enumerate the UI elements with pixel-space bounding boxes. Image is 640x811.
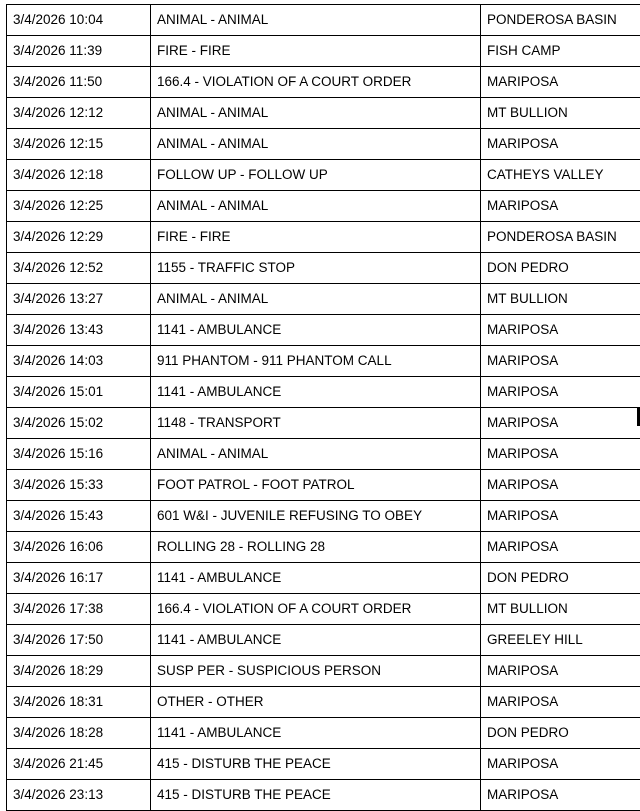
cell-location: MARIPOSA [481,501,640,532]
cell-location: MARIPOSA [481,749,640,780]
cell-call-type: FOOT PATROL - FOOT PATROL [151,470,481,501]
cell-datetime: 3/4/2026 16:17 [7,563,151,594]
cell-datetime: 3/4/2026 16:06 [7,532,151,563]
cell-datetime: 3/4/2026 17:50 [7,625,151,656]
cell-datetime: 3/4/2026 12:18 [7,160,151,191]
cell-datetime: 3/4/2026 18:29 [7,656,151,687]
call-log-body [7,5,640,811]
cell-call-type: ANIMAL - ANIMAL [151,98,481,129]
cell-datetime: 3/4/2026 12:29 [7,222,151,253]
cell-location: MARIPOSA [481,408,640,439]
cell-datetime: 3/4/2026 12:12 [7,98,151,129]
cell-location: MARIPOSA [481,129,640,160]
table-row [7,67,640,98]
cell-location: CATHEYS VALLEY [481,160,640,191]
cell-call-type: 415 - DISTURB THE PEACE [151,780,481,811]
table-row [7,532,640,563]
cell-location: MARIPOSA [481,377,640,408]
cell-call-type: FIRE - FIRE [151,222,481,253]
cell-location: DON PEDRO [481,253,640,284]
cell-location: MARIPOSA [481,780,640,811]
cell-datetime: 3/4/2026 13:43 [7,315,151,346]
cell-datetime: 3/4/2026 10:04 [7,5,151,36]
cell-datetime: 3/4/2026 18:31 [7,687,151,718]
table-row [7,656,640,687]
cell-datetime: 3/4/2026 17:38 [7,594,151,625]
cell-call-type: ANIMAL - ANIMAL [151,191,481,222]
cell-call-type: ANIMAL - ANIMAL [151,5,481,36]
table-row [7,36,640,67]
cell-datetime: 3/4/2026 15:43 [7,501,151,532]
table-row [7,346,640,377]
table-row [7,625,640,656]
table-row [7,408,640,439]
table-row [7,5,640,36]
table-row [7,129,640,160]
cell-call-type: 1148 - TRANSPORT [151,408,481,439]
table-row [7,718,640,749]
cell-call-type: 1141 - AMBULANCE [151,625,481,656]
cell-call-type: ROLLING 28 - ROLLING 28 [151,532,481,563]
cell-datetime: 3/4/2026 15:01 [7,377,151,408]
cell-datetime: 3/4/2026 18:28 [7,718,151,749]
cell-location: MARIPOSA [481,346,640,377]
cell-datetime: 3/4/2026 14:03 [7,346,151,377]
cell-call-type: 601 W&I - JUVENILE REFUSING TO OBEY [151,501,481,532]
cell-location: GREELEY HILL [481,625,640,656]
cell-datetime: 3/4/2026 12:25 [7,191,151,222]
cell-location: MARIPOSA [481,470,640,501]
table-row [7,501,640,532]
cell-location: MARIPOSA [481,687,640,718]
cell-location: MARIPOSA [481,191,640,222]
table-row [7,191,640,222]
table-row [7,315,640,346]
table-row [7,160,640,191]
cell-location: MARIPOSA [481,656,640,687]
table-row [7,594,640,625]
cell-location: MARIPOSA [481,67,640,98]
document-page [0,4,640,807]
cell-call-type: ANIMAL - ANIMAL [151,129,481,160]
cell-call-type: OTHER - OTHER [151,687,481,718]
cell-location: MT BULLION [481,284,640,315]
cell-call-type: 911 PHANTOM - 911 PHANTOM CALL [151,346,481,377]
cell-location: MT BULLION [481,98,640,129]
cell-datetime: 3/4/2026 23:13 [7,780,151,811]
cell-call-type: 166.4 - VIOLATION OF A COURT ORDER [151,67,481,98]
cell-call-type: 415 - DISTURB THE PEACE [151,749,481,780]
table-row [7,222,640,253]
table-row [7,563,640,594]
cell-call-type: ANIMAL - ANIMAL [151,284,481,315]
cell-call-type: 166.4 - VIOLATION OF A COURT ORDER [151,594,481,625]
cell-call-type: 1155 - TRAFFIC STOP [151,253,481,284]
table-row [7,253,640,284]
cell-call-type: 1141 - AMBULANCE [151,563,481,594]
cell-location: MT BULLION [481,594,640,625]
cell-datetime: 3/4/2026 12:52 [7,253,151,284]
table-row [7,98,640,129]
cell-location: DON PEDRO [481,718,640,749]
cell-datetime: 3/4/2026 15:33 [7,470,151,501]
cell-location: MARIPOSA [481,532,640,563]
cell-call-type: ANIMAL - ANIMAL [151,439,481,470]
table-row [7,377,640,408]
table-row [7,284,640,315]
cell-datetime: 3/4/2026 11:50 [7,67,151,98]
cell-datetime: 3/4/2026 15:16 [7,439,151,470]
cell-call-type: 1141 - AMBULANCE [151,718,481,749]
table-row [7,780,640,811]
cell-datetime: 3/4/2026 12:15 [7,129,151,160]
cell-location: PONDEROSA BASIN [481,222,640,253]
cell-call-type: FIRE - FIRE [151,36,481,67]
table-row [7,470,640,501]
cell-location: MARIPOSA [481,315,640,346]
cell-call-type: 1141 - AMBULANCE [151,377,481,408]
cell-datetime: 3/4/2026 13:27 [7,284,151,315]
cell-location: FISH CAMP [481,36,640,67]
table-row [7,439,640,470]
cell-datetime: 3/4/2026 11:39 [7,36,151,67]
cell-datetime: 3/4/2026 21:45 [7,749,151,780]
table-row [7,749,640,780]
cell-call-type: 1141 - AMBULANCE [151,315,481,346]
table-row [7,687,640,718]
cell-datetime: 3/4/2026 15:02 [7,408,151,439]
cell-call-type: SUSP PER - SUSPICIOUS PERSON [151,656,481,687]
cell-location: DON PEDRO [481,563,640,594]
cell-location: PONDEROSA BASIN [481,5,640,36]
cell-location: MARIPOSA [481,439,640,470]
call-log-table [6,4,640,811]
cell-call-type: FOLLOW UP - FOLLOW UP [151,160,481,191]
